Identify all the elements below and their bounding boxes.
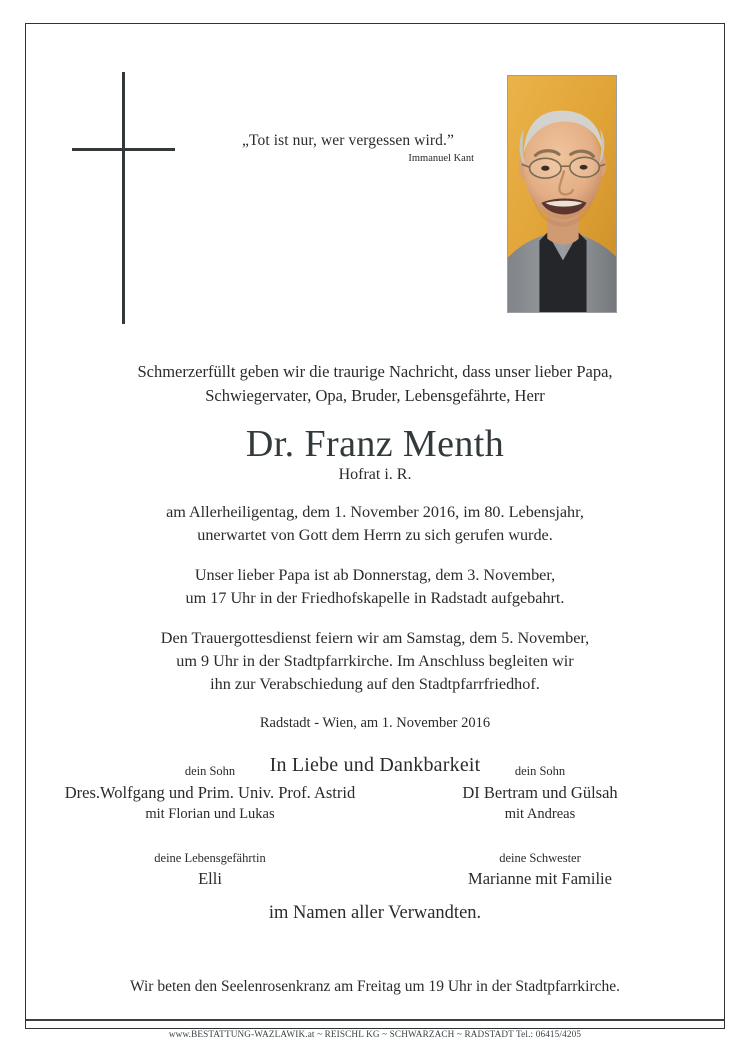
family-children: mit Andreas (504, 806, 576, 823)
quote-text: „Tot ist nur, wer vergessen wird.” (242, 132, 454, 149)
family-children: mit Florian und Lukas (145, 806, 275, 823)
family-row (45, 762, 705, 825)
family-relation: dein Sohn (184, 764, 236, 778)
lead-line-1: Schmerzerfüllt geben wir die traurige Nachricht, dass unser lieber Papa, (137, 362, 613, 381)
family-entry-son-1 (45, 762, 375, 825)
laying-out-line-1: Unser lieber Papa ist ab Donnerstag, dem 3. November, (194, 565, 556, 584)
service-line-2: um 9 Uhr in der Stadtpfarrkirche. Im Anschluss begleiten wir (176, 651, 574, 670)
cross-horizontal-bar (72, 148, 175, 151)
family-entry-partner (45, 849, 375, 891)
footer-imprint: www.BESTATTUNG-WAZLAWIK.at ~ REISCHL KG ~ SCHWARZACH ~ RADSTADT Tel.: 06415/4205 (168, 1029, 582, 1039)
laying-out-line-2: um 17 Uhr in der Friedhofskapelle in Radstadt aufgebahrt. (185, 588, 565, 607)
rosary-line: Wir beten den Seelenrosenkranz am Freitag um 19 Uhr in der Stadtpfarrkirche. (129, 978, 621, 995)
service-paragraph (45, 627, 705, 696)
quote-block (218, 131, 478, 164)
family-relation: deine Lebensgefährtin (154, 850, 266, 865)
death-paragraph (45, 501, 705, 547)
latin-cross-icon (72, 72, 182, 324)
family-entry-sister (375, 849, 705, 891)
family-names: Elli (198, 869, 222, 889)
death-line-2: unerwartet von Gott dem Herrn zu sich gerufen wurde. (197, 525, 553, 544)
quote-author: Immanuel Kant (408, 153, 474, 165)
lead-paragraph (45, 360, 705, 408)
all-relatives-line: im Namen aller Verwandten. (268, 903, 482, 923)
portrait-illustration (508, 76, 616, 312)
family-names: DI Bertram und Gülsah (462, 782, 618, 802)
family-names: Marianne mit Familie (468, 869, 612, 889)
family-list (45, 762, 705, 891)
family-row (45, 849, 705, 891)
family-entry-son-2 (375, 762, 705, 825)
family-names: Dres.Wolfgang und Prim. Univ. Prof. Astrid (64, 782, 356, 802)
deceased-name: Dr. Franz Menth (245, 422, 505, 465)
family-relation: dein Sohn (514, 764, 566, 778)
service-line-3: ihn zur Verabschiedung auf den Stadtpfarrfriedhof. (210, 674, 540, 693)
announcement-body (45, 360, 705, 777)
place-and-date: Radstadt - Wien, am 1. November 2016 (259, 714, 491, 731)
family-relation: deine Schwester (499, 850, 581, 865)
cross-vertical-bar (122, 72, 125, 324)
deceased-rank: Hofrat i. R. (338, 465, 412, 483)
service-line-1: Den Trauergottesdienst feiern wir am Samstag, dem 5. November, (160, 628, 590, 647)
thanks-heading: In Liebe und Dankbarkeit (269, 753, 481, 776)
lead-line-2: Schwiegervater, Opa, Bruder, Lebensgefährte, Herr (205, 385, 545, 405)
portrait-photo (507, 75, 617, 313)
death-line-1: am Allerheiligentag, dem 1. November 2016, im 80. Lebensjahr, (166, 502, 584, 521)
laying-out-paragraph (45, 564, 705, 610)
footer-divider (26, 1019, 724, 1021)
